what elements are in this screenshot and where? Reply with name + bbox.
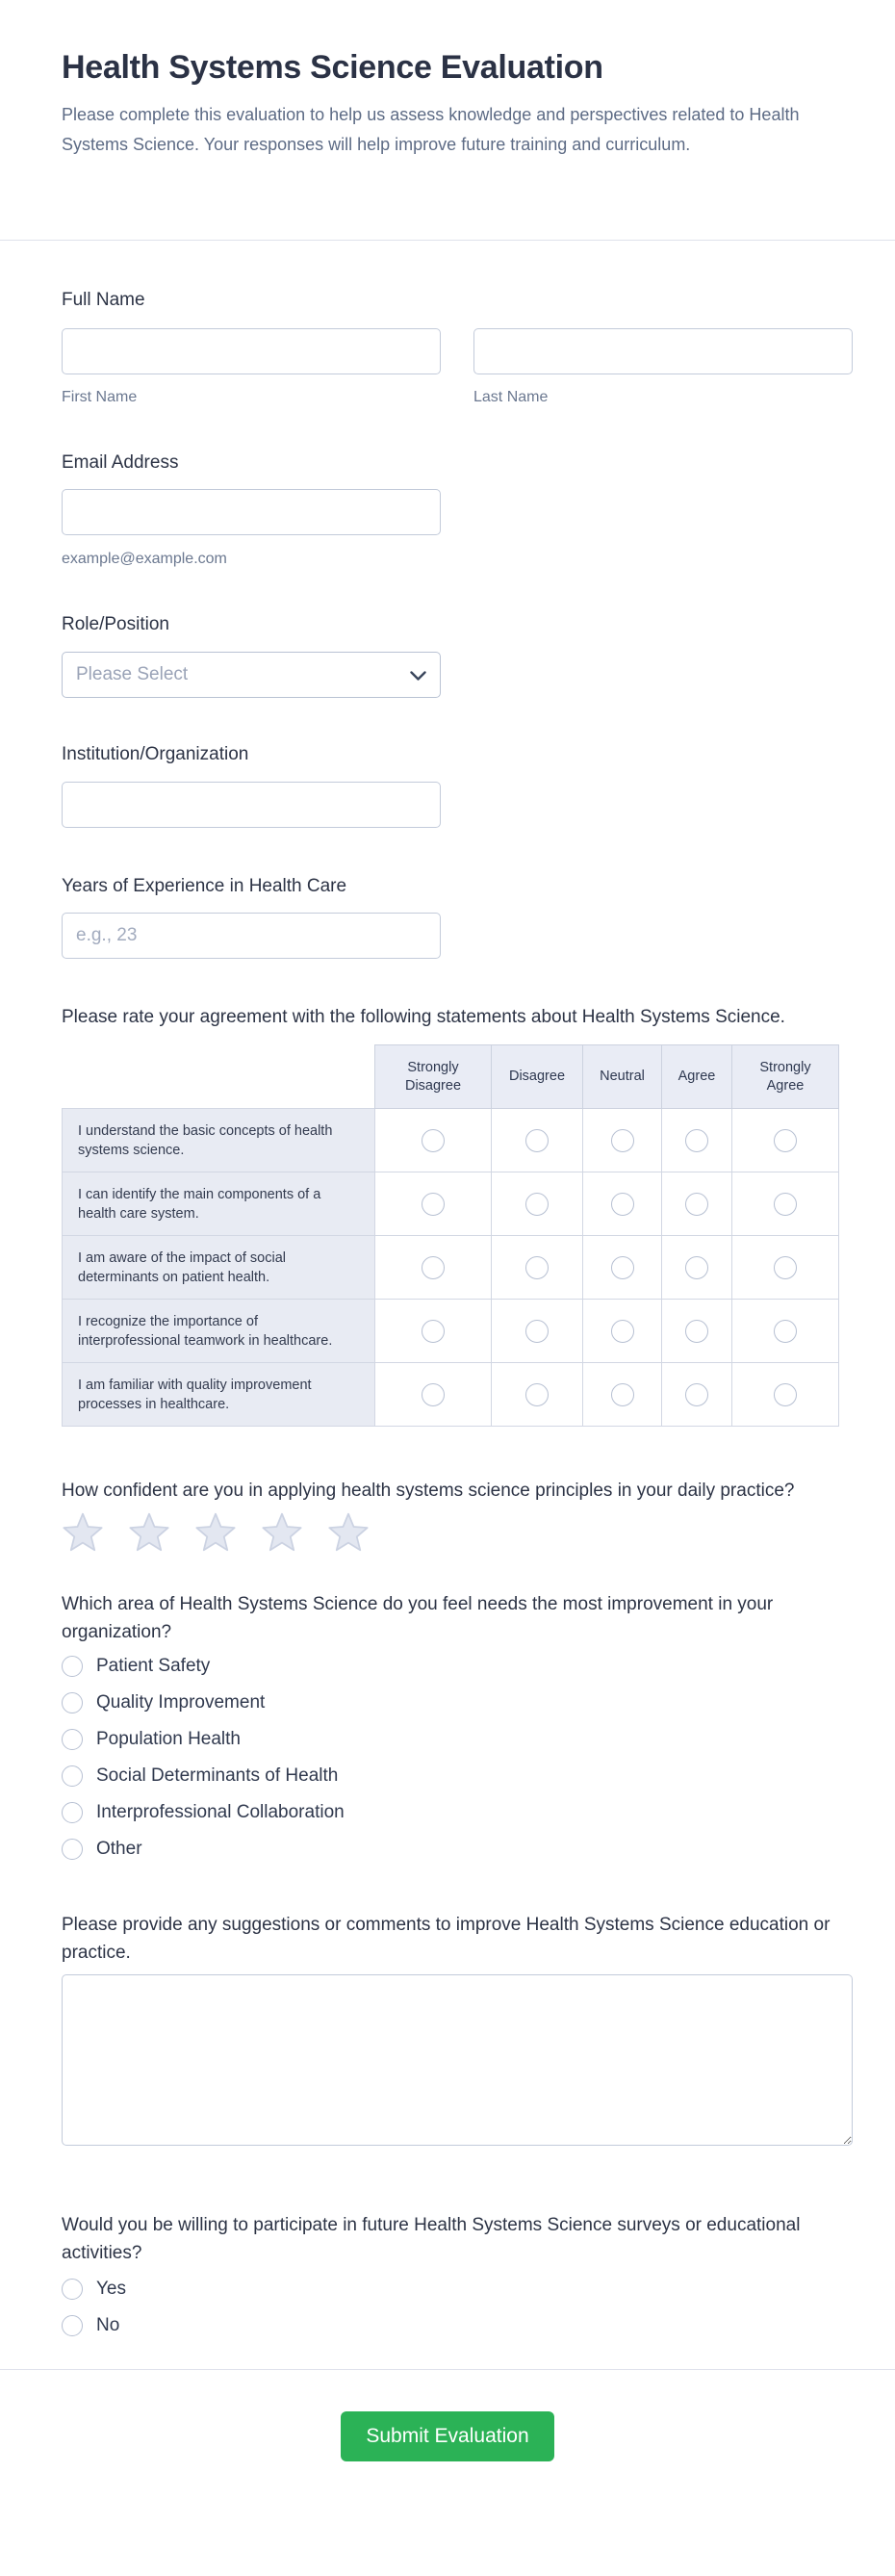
matrix-row <box>63 1109 839 1172</box>
form-description: Please complete this evaluation to help us assess knowledge and perspectives related to Health Systems Science. Your responses will help improve future training and curriculum. <box>62 105 800 154</box>
full-name-inputs <box>62 328 853 407</box>
matrix-col-strongly-agree: Strongly Agree <box>732 1045 839 1109</box>
years-input[interactable] <box>62 913 441 959</box>
field-confidence <box>62 1477 853 1553</box>
star-rating <box>62 1510 853 1553</box>
option-population-health <box>62 1729 853 1750</box>
participation-question: Would you be willing to participate in future Health Systems Science surveys or educational activities? <box>62 2215 801 2263</box>
matrix-radio-r2-c2[interactable] <box>525 1193 549 1216</box>
matrix-radio-r3-c4[interactable] <box>685 1256 708 1279</box>
chevron-down-icon <box>410 669 426 686</box>
matrix-radio-r5-c1[interactable] <box>422 1383 445 1406</box>
option-yes <box>62 2279 853 2300</box>
field-improvement <box>62 1590 853 1860</box>
matrix-radio-r1-c4[interactable] <box>685 1129 708 1152</box>
option-label: Population Health <box>96 1729 241 1749</box>
radio-button[interactable] <box>62 1839 83 1860</box>
matrix-radio-r2-c1[interactable] <box>422 1193 445 1216</box>
role-label: Role/Position <box>62 614 169 634</box>
matrix-row <box>63 1300 839 1363</box>
email-label: Email Address <box>62 452 179 473</box>
field-years <box>62 875 853 959</box>
matrix-col-neutral: Neutral <box>583 1045 662 1109</box>
matrix-radio-r3-c3[interactable] <box>611 1256 634 1279</box>
matrix-radio-r5-c5[interactable] <box>774 1383 797 1406</box>
matrix-statement: I recognize the importance of interprofessional teamwork in healthcare. <box>63 1300 375 1363</box>
matrix-col-strongly-disagree: Strongly Disagree <box>375 1045 492 1109</box>
star-icon[interactable] <box>261 1511 303 1552</box>
matrix-radio-r1-c1[interactable] <box>422 1129 445 1152</box>
matrix-radio-r5-c2[interactable] <box>525 1383 549 1406</box>
submit-button[interactable]: Submit Evaluation <box>341 2411 554 2461</box>
field-role <box>62 613 853 698</box>
option-label: Interprofessional Collaboration <box>96 1802 345 1822</box>
option-label: No <box>96 2315 120 2335</box>
matrix-radio-r1-c3[interactable] <box>611 1129 634 1152</box>
field-institution <box>62 743 853 828</box>
matrix-row <box>63 1172 839 1236</box>
radio-button[interactable] <box>62 2279 83 2300</box>
last-name-col <box>473 328 853 407</box>
option-quality-improvement <box>62 1692 853 1713</box>
radio-button[interactable] <box>62 1692 83 1713</box>
improvement-question: Which area of Health Systems Science do you feel needs the most improvement in your organization? <box>62 1594 774 1642</box>
matrix-radio-r3-c1[interactable] <box>422 1256 445 1279</box>
option-label: Patient Safety <box>96 1656 211 1676</box>
matrix-question: Please rate your agreement with the following statements about Health Systems Science. <box>62 1007 785 1027</box>
option-interprofessional-collaboration <box>62 1802 853 1823</box>
star-icon[interactable] <box>327 1511 370 1552</box>
option-social-determinants <box>62 1765 853 1787</box>
last-name-input[interactable] <box>473 328 853 374</box>
matrix-statement: I am familiar with quality improvement processes in healthcare. <box>63 1363 375 1427</box>
radio-button[interactable] <box>62 2315 83 2336</box>
matrix-radio-r5-c3[interactable] <box>611 1383 634 1406</box>
email-sublabel: example@example.com <box>62 551 227 567</box>
form-title: Health Systems Science Evaluation <box>62 49 603 86</box>
matrix-radio-r2-c4[interactable] <box>685 1193 708 1216</box>
option-label: Quality Improvement <box>96 1692 266 1713</box>
option-label: Social Determinants of Health <box>96 1765 339 1786</box>
matrix-radio-r1-c5[interactable] <box>774 1129 797 1152</box>
institution-input[interactable] <box>62 782 441 828</box>
form-header <box>0 0 895 241</box>
option-label: Other <box>96 1839 142 1859</box>
institution-label: Institution/Organization <box>62 744 249 764</box>
years-label: Years of Experience in Health Care <box>62 876 347 896</box>
submit-area <box>0 2370 895 2512</box>
matrix-corner-cell <box>63 1045 375 1109</box>
field-matrix <box>62 1003 853 1427</box>
star-icon[interactable] <box>128 1511 170 1552</box>
radio-button[interactable] <box>62 1802 83 1823</box>
option-label: Yes <box>96 2279 126 2299</box>
suggestions-label: Please provide any suggestions or comments to improve Health Systems Science education or practice. <box>62 1915 831 1963</box>
last-name-sublabel: Last Name <box>473 389 549 405</box>
field-participation <box>62 2211 853 2336</box>
first-name-sublabel: First Name <box>62 389 138 405</box>
matrix-radio-r2-c3[interactable] <box>611 1193 634 1216</box>
matrix-radio-r5-c4[interactable] <box>685 1383 708 1406</box>
star-icon[interactable] <box>62 1511 104 1552</box>
matrix-radio-r4-c3[interactable] <box>611 1320 634 1343</box>
role-select[interactable] <box>62 652 441 698</box>
first-name-col <box>62 328 441 407</box>
field-suggestions <box>62 1911 853 2146</box>
matrix-col-agree: Agree <box>662 1045 732 1109</box>
role-select-placeholder: Please Select <box>76 664 189 684</box>
matrix-radio-r4-c2[interactable] <box>525 1320 549 1343</box>
email-input[interactable] <box>62 489 441 535</box>
matrix-radio-r2-c5[interactable] <box>774 1193 797 1216</box>
radio-button[interactable] <box>62 1729 83 1750</box>
matrix-table <box>62 1044 839 1427</box>
matrix-radio-r1-c2[interactable] <box>525 1129 549 1152</box>
option-no <box>62 2315 853 2336</box>
matrix-statement: I am aware of the impact of social determinants on patient health. <box>63 1236 375 1300</box>
matrix-radio-r3-c5[interactable] <box>774 1256 797 1279</box>
matrix-statement: I can identify the main components of a health care system. <box>63 1172 375 1236</box>
radio-button[interactable] <box>62 1656 83 1677</box>
matrix-radio-r3-c2[interactable] <box>525 1256 549 1279</box>
matrix-row <box>63 1363 839 1427</box>
matrix-radio-r4-c1[interactable] <box>422 1320 445 1343</box>
star-icon[interactable] <box>194 1511 237 1552</box>
radio-button[interactable] <box>62 1765 83 1787</box>
suggestions-textarea[interactable] <box>62 1974 853 2146</box>
matrix-header-row <box>63 1045 839 1109</box>
field-full-name <box>62 289 853 407</box>
option-patient-safety <box>62 1656 853 1677</box>
matrix-radio-r4-c4[interactable] <box>685 1320 708 1343</box>
form-body <box>0 289 895 2336</box>
matrix-radio-r4-c5[interactable] <box>774 1320 797 1343</box>
matrix-statement: I understand the basic concepts of health systems science. <box>63 1109 375 1172</box>
confidence-question: How confident are you in applying health systems science principles in your daily practice? <box>62 1481 795 1501</box>
improvement-options <box>62 1656 853 1860</box>
matrix-col-disagree: Disagree <box>492 1045 583 1109</box>
first-name-input[interactable] <box>62 328 441 374</box>
field-email <box>62 451 853 569</box>
full-name-label: Full Name <box>62 290 145 310</box>
participation-options <box>62 2279 853 2336</box>
matrix-row <box>63 1236 839 1300</box>
option-other <box>62 1839 853 1860</box>
